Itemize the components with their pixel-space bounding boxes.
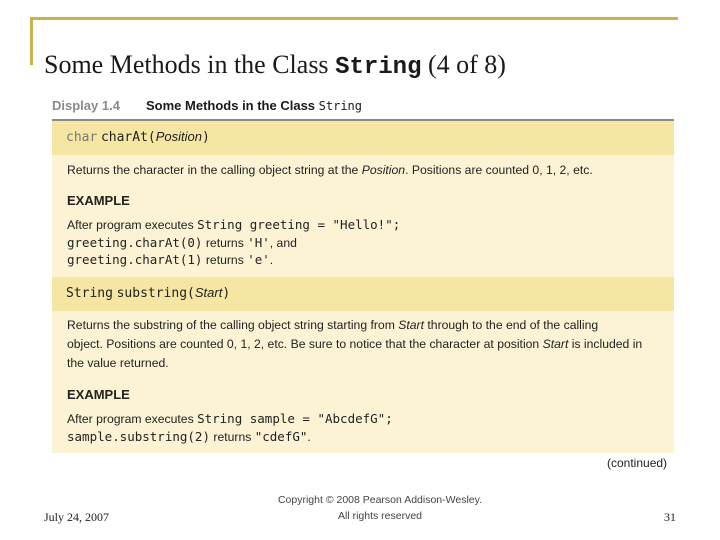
substring-description-line2 (67, 335, 642, 354)
display-title (146, 98, 362, 113)
charat-ex3-result: 'e' (247, 252, 270, 267)
substring-desc2-part2: is included in (568, 337, 643, 351)
footer-copyright (240, 492, 520, 524)
substring-ex2-tail: . (307, 430, 311, 444)
display-title-code: String (318, 99, 363, 113)
substring-ex1-code: String sample = "AbcdefG"; (197, 411, 393, 426)
charat-example-heading: EXAMPLE (67, 193, 130, 208)
charat-method-name: charAt( (100, 130, 156, 145)
display-title-prefix: Some Methods in the Class (146, 98, 319, 113)
slide-title-suffix: (4 of 8) (421, 50, 506, 79)
substring-return-type: String (66, 286, 113, 301)
charat-ex3-tail: . (269, 253, 274, 267)
method-signature-charat (52, 121, 674, 155)
substring-desc2-param: Start (542, 337, 569, 351)
substring-example-line2 (67, 429, 311, 444)
substring-desc1-part2: through to the end of the calling (424, 318, 599, 332)
method-signature-substring (52, 277, 674, 311)
substring-example-line1 (67, 411, 393, 426)
charat-description (67, 161, 593, 180)
page-number: 31 (664, 510, 676, 524)
footer-date: July 24, 2007 (44, 510, 110, 524)
charat-ex3-code: greeting.charAt(1) (67, 252, 203, 267)
display-number: Display 1.4 (52, 98, 120, 113)
substring-desc1-param: Start (398, 318, 425, 332)
copyright-line2: All rights reserved (337, 510, 423, 522)
substring-example-heading: EXAMPLE (67, 387, 130, 402)
charat-ex2-tail: , and (269, 236, 297, 250)
charat-return-type: char (66, 130, 98, 145)
slide-title (44, 50, 506, 81)
charat-ex2-result: 'H' (247, 235, 270, 250)
charat-close-paren: ) (201, 130, 210, 145)
copyright-line1: Copyright © 2008 Pearson Addison-Wesley. (277, 494, 483, 506)
substring-description-line3: the value returned. (67, 356, 169, 370)
charat-desc-part1: Returns the character in the calling object string at the (67, 163, 362, 177)
display-header (52, 96, 674, 116)
charat-ex2-code: greeting.charAt(0) (67, 235, 203, 250)
substring-description-line1 (67, 316, 598, 335)
substring-method-name: substring( (116, 286, 195, 301)
slide-title-code: String (335, 54, 422, 81)
charat-ex3-mid: returns (202, 253, 248, 267)
charat-ex2-mid: returns (202, 236, 248, 250)
substring-param: Start (194, 285, 223, 300)
substring-desc1-part1: Returns the substring of the calling object string starting from (67, 318, 399, 332)
substring-close-paren: ) (222, 286, 231, 301)
charat-ex1-text: After program executes (67, 218, 198, 232)
slide-title-prefix: Some Methods in the Class (44, 50, 336, 79)
continued-label: (continued) (607, 456, 668, 470)
charat-ex1-code: String greeting = "Hello!"; (197, 217, 401, 232)
substring-ex2-code: sample.substring(2) (67, 429, 210, 444)
charat-example-line2 (67, 235, 297, 250)
substring-ex2-result: "cdefG" (254, 429, 308, 444)
substring-ex1-text: After program executes (67, 412, 198, 426)
charat-desc-part2: . Positions are counted 0, 1, 2, etc. (405, 163, 593, 177)
charat-example-line1 (67, 217, 400, 232)
charat-desc-param: Position (361, 163, 406, 177)
title-frame-left-rule (30, 17, 33, 65)
substring-ex2-mid: returns (210, 430, 255, 444)
title-frame-top-rule (30, 17, 678, 20)
method-table (52, 121, 674, 453)
substring-desc2-part1: object. Positions are counted 0, 1, 2, etc. Be sure to notice that the character at position (67, 337, 543, 351)
charat-param: Position (155, 129, 202, 144)
charat-example-line3 (67, 252, 273, 267)
